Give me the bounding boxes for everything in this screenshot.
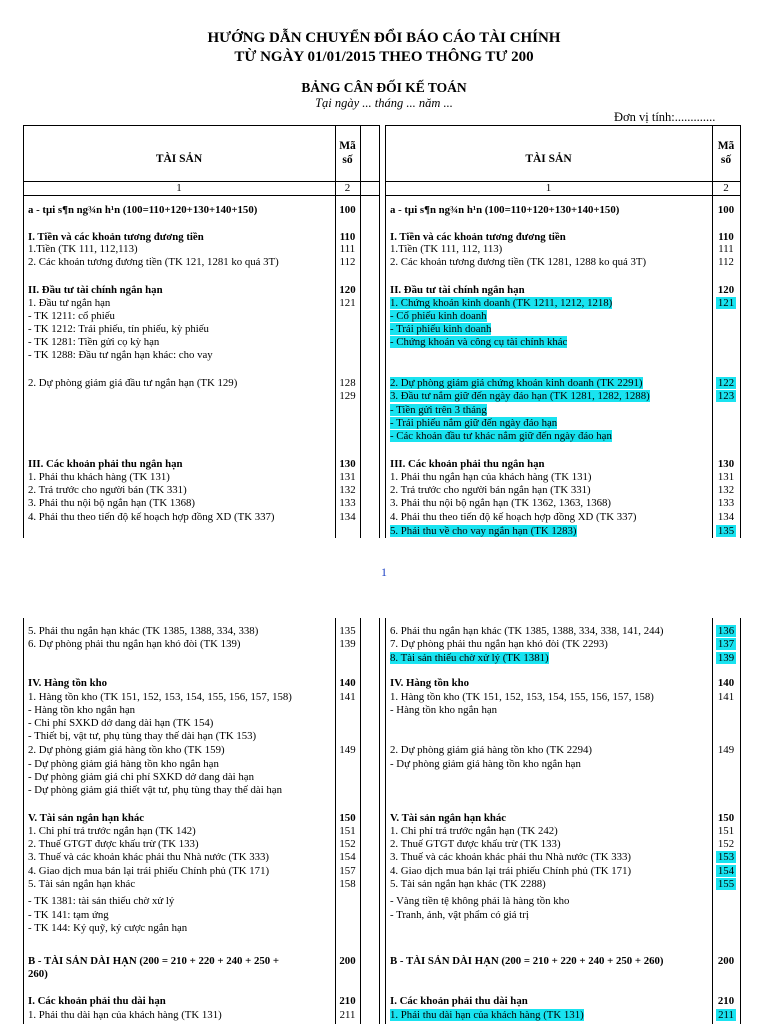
- row-code: 152: [717, 838, 735, 850]
- row-label: 1. Phải thu khách hàng (TK 131): [28, 471, 170, 483]
- row-code: 134: [717, 511, 735, 523]
- row-label: 6. Dự phòng phải thu ngắn hạn khó đòi (TK 139): [28, 638, 241, 650]
- column-number: 2: [723, 182, 729, 194]
- row-label: IV. Hàng tồn kho: [28, 677, 108, 689]
- row-label: - Dự phòng giảm giá hàng tồn kho ngắn hạn: [390, 758, 581, 770]
- row-label: - TK 1381: tài sản thiếu chờ xử lý: [28, 895, 175, 907]
- row-code: 158: [339, 878, 356, 890]
- row-code: 139: [717, 652, 735, 664]
- row-label: 1. Hàng tồn kho (TK 151, 152, 153, 154, 155, 156, 157, 158): [390, 691, 654, 703]
- column-header-assets: TÀI SẢN: [525, 153, 572, 165]
- row-label: 1.Tiền (TK 111, 112,113): [28, 243, 138, 255]
- column-header-code: Mã: [717, 140, 735, 152]
- row-code: 120: [339, 284, 356, 296]
- row-label: 2. Dự phòng giảm giá hàng tồn kho (TK 159): [28, 744, 225, 756]
- row-label: 4. Giao dịch mua bán lại trái phiếu Chính phủ (TK 171): [390, 865, 632, 877]
- row-label: 1. Đầu tư ngắn hạn: [28, 297, 111, 309]
- row-code: 110: [718, 231, 734, 243]
- row-code: 140: [717, 677, 735, 689]
- column-header-code: Mã: [339, 140, 356, 152]
- row-label: - Dự phòng giảm giá chi phí SXKD dở dang dài hạn: [28, 771, 254, 783]
- row-code: 137: [717, 638, 735, 650]
- row-label: IV. Hàng tồn kho: [390, 677, 470, 689]
- row-label: 2. Dự phòng giảm giá chứng khoán kinh doanh (TK 2291): [390, 377, 643, 389]
- row-label: 4. Phải thu theo tiến độ kế hoạch hợp đồng XD (TK 337): [28, 511, 275, 523]
- row-label: 4. Giao dịch mua bán lại trái phiếu Chính phủ (TK 171): [28, 865, 270, 877]
- row-label: - Các khoản đầu tư khác nắm giữ đến ngày đáo hạn: [390, 430, 612, 442]
- row-label: 1. Chứng khoán kinh doanh (TK 1211, 1212, 1218): [390, 297, 613, 309]
- row-code: 111: [718, 243, 734, 255]
- row-label: 3. Thuế và các khoản khác phải thu Nhà nước (TK 333): [390, 851, 632, 863]
- row-code: 100: [339, 204, 356, 216]
- row-code: 150: [339, 812, 356, 824]
- row-code: 200: [339, 955, 356, 967]
- row-code: 151: [717, 825, 735, 837]
- row-code: 149: [717, 744, 735, 756]
- row-code: 153: [717, 851, 735, 863]
- row-label: 1. Phải thu dài hạn của khách hàng (TK 131): [390, 1009, 584, 1021]
- column-number: 1: [176, 182, 182, 194]
- row-label: 2. Dự phòng giảm giá đầu tư ngắn hạn (TK 129): [28, 377, 238, 389]
- column-number: 1: [545, 182, 552, 194]
- table-column-rule: [360, 125, 361, 538]
- row-code: 111: [339, 243, 356, 255]
- row-code: 151: [339, 825, 356, 837]
- row-code: 136: [717, 625, 735, 637]
- row-label: - Dự phòng giảm giá thiết vật tư, phụ tùng thay thế dài hạn: [28, 784, 282, 796]
- row-code: 131: [339, 471, 356, 483]
- row-label: I. Các khoản phải thu dài hạn: [390, 995, 528, 1007]
- row-code: 141: [717, 691, 735, 703]
- row-code: 139: [339, 638, 356, 650]
- page-number: 1: [381, 565, 387, 579]
- row-label: - Thiết bị, vật tư, phụ tùng thay thế dài hạn (TK 153): [28, 730, 257, 742]
- row-code: 121: [717, 297, 735, 309]
- row-label: II. Đầu tư tài chính ngắn hạn: [28, 284, 163, 296]
- row-code: 141: [339, 691, 356, 703]
- row-label: B - TÀI SẢN DÀI HẠN (200 = 210 + 220 + 240 + 250 + 260): [390, 955, 664, 967]
- row-code: 121: [339, 297, 356, 309]
- row-code: 211: [718, 1009, 734, 1021]
- row-code: 210: [339, 995, 356, 1007]
- row-label: 1. Phải thu ngắn hạn của khách hàng (TK 131): [390, 471, 592, 483]
- row-code: 123: [717, 390, 735, 402]
- row-label: - Trái phiếu kinh doanh: [390, 323, 492, 335]
- row-code: 200: [717, 955, 735, 967]
- row-label: - TK 1288: Đầu tư ngắn hạn khác: cho vay: [28, 349, 213, 361]
- table-column-rule: [385, 618, 386, 1024]
- row-label: 2. Thuế GTGT được khấu trừ (TK 133): [390, 838, 561, 850]
- row-label: I. Tiền và các khoản tương đương tiền: [390, 231, 566, 243]
- row-label: V. Tài sản ngắn hạn khác: [28, 812, 145, 824]
- row-label: - Tranh, ảnh, vật phẩm có giá trị: [390, 909, 529, 921]
- row-code: 154: [717, 865, 735, 877]
- table-column-rule: [379, 125, 380, 538]
- row-code: 210: [717, 995, 735, 1007]
- row-code: 135: [717, 525, 735, 537]
- row-code: 133: [717, 497, 735, 509]
- row-label: 2. Các khoản tương đương tiền (TK 121, 1281 ko quá 3T): [28, 256, 279, 268]
- row-code: 155: [717, 878, 735, 890]
- row-label: - TK 144: Ký quỹ, ký cược ngắn hạn: [28, 922, 188, 934]
- column-header-code: số: [342, 154, 353, 166]
- row-label: 5. Tài sản ngắn hạn khác: [28, 878, 136, 890]
- row-code: 154: [339, 851, 356, 863]
- row-code: 129: [339, 390, 356, 402]
- sheet-title: BẢNG CÂN ĐỐI KẾ TOÁN: [301, 80, 467, 95]
- row-label: III. Các khoản phải thu ngắn hạn: [390, 458, 545, 470]
- row-label: - TK 1281: Tiền gửi cọ kỳ hạn: [28, 336, 160, 348]
- row-code: 128: [339, 377, 356, 389]
- row-label: - Cổ phiếu kinh doanh: [390, 310, 487, 322]
- table-rule: [385, 195, 740, 196]
- row-label: 4. Phải thu theo tiến độ kế hoạch hợp đồng XD (TK 337): [390, 511, 637, 523]
- row-label: 6. Phải thu ngắn hạn khác (TK 1385, 1388, 334, 338, 141, 244): [390, 625, 664, 637]
- row-label: 2. Trả trước cho người bán (TK 331): [28, 484, 187, 496]
- row-label: 260): [28, 968, 48, 980]
- row-code: 132: [717, 484, 735, 496]
- row-code: 110: [339, 231, 356, 243]
- row-label: - Chứng khoán và công cụ tài chính khác: [390, 336, 568, 348]
- table-rule: [23, 195, 379, 196]
- row-label: - Hàng tồn kho ngắn hạn: [28, 704, 136, 716]
- row-label: 8. Tài sản thiếu chờ xử lý (TK 1381): [390, 652, 549, 664]
- row-label: - Dự phòng giảm giá hàng tồn kho ngắn hạn: [28, 758, 219, 770]
- row-code: 133: [339, 497, 356, 509]
- table-column-rule: [740, 618, 741, 1024]
- row-label: 7. Dự phòng phải thu ngắn hạn khó đòi (TK 2293): [390, 638, 608, 650]
- row-label: - Trái phiếu nắm giữ đến ngày đáo hạn: [390, 417, 558, 429]
- row-code: 132: [339, 484, 356, 496]
- row-label: - Tiền gửi trên 3 tháng: [390, 404, 487, 416]
- row-label: 3. Phải thu nội bộ ngắn hạn (TK 1368): [28, 497, 196, 509]
- row-code: 149: [339, 744, 356, 756]
- row-label: - Hàng tồn kho ngắn hạn: [390, 704, 498, 716]
- row-label: 5. Phải thu ngắn hạn khác (TK 1385, 1388, 334, 338): [28, 625, 259, 637]
- table-rule: [23, 125, 379, 126]
- table-column-rule: [740, 125, 741, 538]
- column-number: 2: [344, 182, 351, 194]
- row-code: 152: [339, 838, 356, 850]
- column-header-code: số: [720, 154, 732, 166]
- row-label: 5. Tài sản ngắn hạn khác (TK 2288): [390, 878, 546, 890]
- unit-label: Đơn vị tính:.............: [614, 110, 716, 124]
- table-column-rule: [379, 618, 380, 1024]
- row-label: III. Các khoản phải thu ngắn hạn: [28, 458, 183, 470]
- row-code: 157: [339, 865, 356, 877]
- row-code: 120: [717, 284, 735, 296]
- row-label: - TK 141: tạm ứng: [28, 909, 109, 921]
- row-code: 130: [717, 458, 735, 470]
- row-label: 3. Thuế và các khoản khác phải thu Nhà nước (TK 333): [28, 851, 270, 863]
- row-code: 131: [717, 471, 735, 483]
- row-label: I. Tiền và các khoản tương đương tiền: [28, 231, 204, 243]
- row-label: a - tµi s¶n ng¾n h¹n (100=110+120+130+140+150): [28, 204, 258, 216]
- row-label: - Chi phí SXKD dở dang dài hạn (TK 154): [28, 717, 214, 729]
- table-rule: [385, 125, 740, 126]
- row-label: II. Đầu tư tài chính ngắn hạn: [390, 284, 525, 296]
- row-label: 2. Các khoản tương đương tiền (TK 1281, 1288 ko quá 3T): [390, 256, 647, 268]
- row-label: 2. Thuế GTGT được khấu trừ (TK 133): [28, 838, 199, 850]
- row-label: 1. Hàng tồn kho (TK 151, 152, 153, 154, 155, 156, 157, 158): [28, 691, 292, 703]
- row-label: 1.Tiền (TK 111, 112, 113): [390, 243, 503, 255]
- row-code: 112: [339, 256, 356, 268]
- row-label: a - tµi s¶n ng¾n h¹n (100=110+120+130+140+150): [390, 204, 620, 216]
- row-label: 1. Chi phí trả trước ngắn hạn (TK 142): [28, 825, 196, 837]
- sheet-date: Tại ngày ... tháng ... năm ...: [315, 96, 453, 110]
- row-label: 2. Dự phòng giảm giá hàng tồn kho (TK 2294): [390, 744, 592, 756]
- row-code: 112: [718, 256, 734, 268]
- row-label: 3. Đầu tư nắm giữ đến ngày đáo hạn (TK 1281, 1282, 1288): [390, 390, 650, 402]
- row-label: I. Các khoản phải thu dài hạn: [28, 995, 166, 1007]
- row-code: 100: [717, 204, 735, 216]
- column-header-assets: TÀI SẢN: [155, 153, 203, 165]
- row-code: 134: [339, 511, 356, 523]
- table-column-rule: [23, 618, 24, 1024]
- row-label: 2. Trả trước cho người bán ngắn hạn (TK 331): [390, 484, 591, 496]
- row-label: 1. Phải thu dài hạn của khách hàng (TK 131): [28, 1009, 222, 1021]
- row-label: - Vàng tiền tệ không phải là hàng tồn kho: [390, 895, 570, 907]
- row-label: B - TÀI SẢN DÀI HẠN (200 = 210 + 220 + 240 + 250 +: [28, 955, 280, 967]
- row-label: 5. Phải thu về cho vay ngắn hạn (TK 1283): [390, 525, 577, 537]
- document-title-line-1: HƯỚNG DẪN CHUYỂN ĐỔI BÁO CÁO TÀI CHÍNH: [207, 30, 561, 46]
- row-code: 211: [339, 1009, 356, 1021]
- row-code: 140: [339, 677, 356, 689]
- row-code: 150: [717, 812, 735, 824]
- row-code: 122: [717, 377, 735, 389]
- row-label: 3. Phải thu nội bộ ngắn hạn (TK 1362, 1363, 1368): [390, 497, 612, 509]
- row-code: 130: [339, 458, 356, 470]
- row-code: 135: [339, 625, 356, 637]
- row-label: 1. Chi phí trả trước ngắn hạn (TK 242): [390, 825, 558, 837]
- table-column-rule: [360, 618, 361, 1024]
- row-label: V. Tài sản ngắn hạn khác: [390, 812, 507, 824]
- row-label: - TK 1212: Trái phiếu, tín phiếu, kỳ phiếu: [28, 323, 209, 335]
- document-title-line-2: TỪ NGÀY 01/01/2015 THEO THÔNG TƯ 200: [234, 49, 534, 65]
- row-label: - TK 1211: cổ phiếu: [28, 310, 115, 322]
